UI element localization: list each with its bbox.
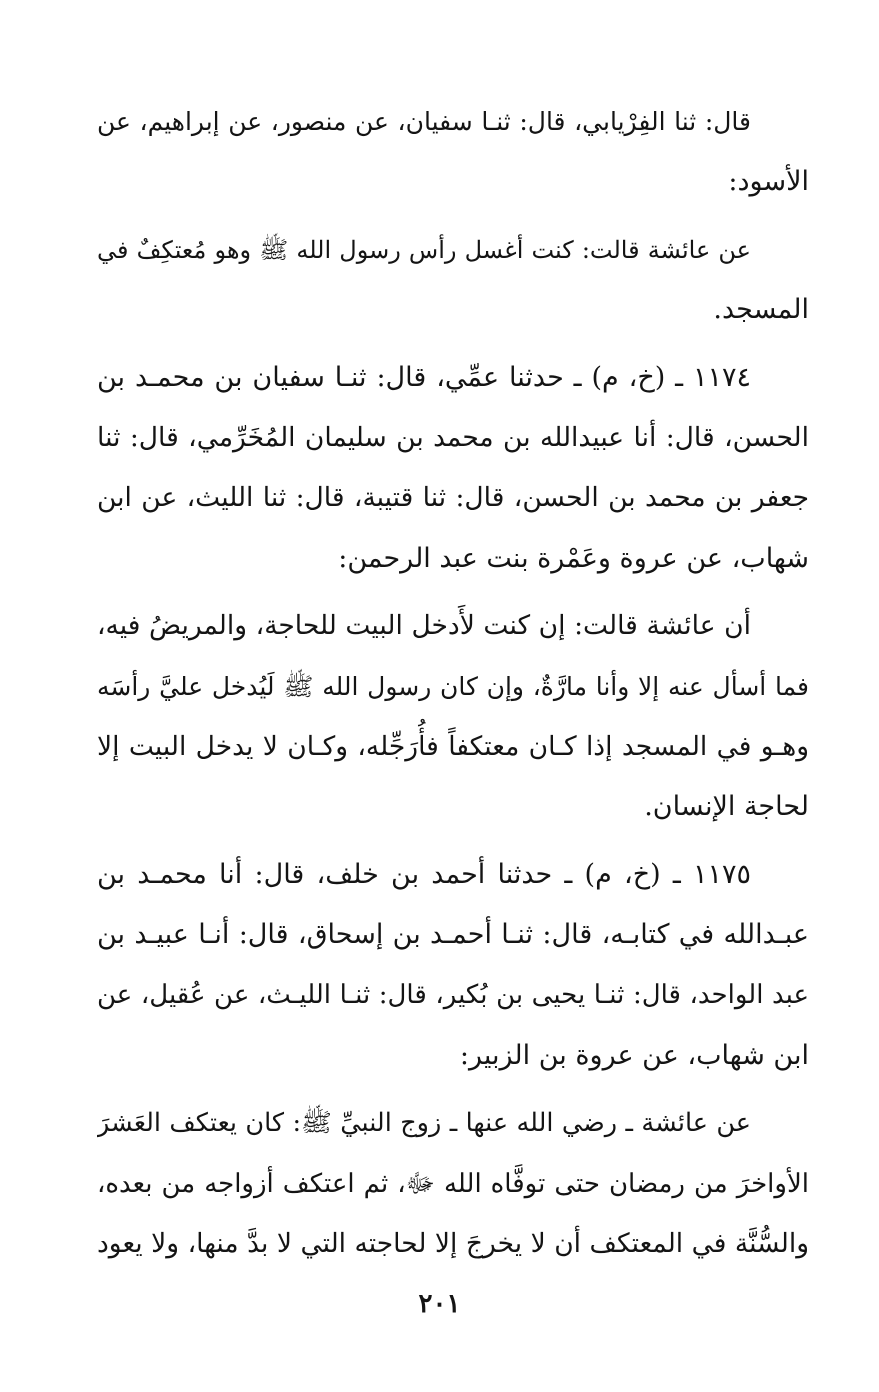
text-line: الأسود: xyxy=(728,166,809,198)
paragraph-isnad-1 xyxy=(97,92,809,213)
text-line: المسجد. xyxy=(713,294,809,326)
text-line: قال: ثنا الفِرْيابي، قال: ثنـا سفيان، عن منصور، عن إبراهيم، عن xyxy=(97,107,751,136)
text-line: والسُّنَّة في المعتكف أن لا يخرجَ إلا لحاجته التي لا بدَّ منها، ولا يعود xyxy=(97,1228,809,1260)
text-line: الحسن، قال: أنا عبيدالله بن محمد بن سليمان المُخَرِّمي، قال: ثنا xyxy=(97,421,809,453)
text-line: وهـو في المسجد إذا كـان معتكفاً فأُرَجِّله، وكـان لا يدخل البيت إلا xyxy=(97,730,809,762)
page-body xyxy=(97,92,809,1274)
text-line: لحاجة الإنسان. xyxy=(644,791,809,823)
text-line: فما أسأل عنه إلا وأنا مارَّةٌ، وإن كان رسول الله ﷺ لَيُدخل عليَّ رأسَه xyxy=(97,671,809,701)
text-line: عبد الواحد، قال: ثنـا يحيى بن بُكير، قال: ثنـا الليـث، عن عُقيل، عن xyxy=(97,980,809,1011)
text-line: عن عائشة ـ رضي الله عنها ـ زوج النبيِّ ﷺ: كان يعتكف العَشرَ xyxy=(97,1108,751,1139)
hadith-1175-matn xyxy=(97,1093,809,1274)
text-line: ١١٧٤ ـ (خ، م) ـ حدثنا عمِّي، قال: ثنـا سفيان بن محمـد بن xyxy=(97,361,751,393)
text-line: الأواخرَ من رمضان حتى توفَّاه الله ﷻ، ثم اعتكف أزواجه من بعده، xyxy=(97,1168,809,1199)
page-number: ٢٠١ xyxy=(418,1289,461,1319)
text-line: أن عائشة قالت: إن كنت لأَدخل البيت للحاجة، والمريضُ فيه، xyxy=(97,610,751,642)
hadith-1175-isnad xyxy=(97,845,809,1087)
text-line: شهاب، عن عروة وعَمْرة بنت عبد الرحمن: xyxy=(338,542,809,574)
text-line: ١١٧٥ ـ (خ، م) ـ حدثنا أحمد بن خلف، قال: أنا محمـد بن xyxy=(97,858,751,890)
paragraph-matn-1 xyxy=(97,220,809,341)
text-line: جعفر بن محمد بن الحسن، قال: ثنا قتيبة، قال: ثنا الليث، عن ابن xyxy=(97,482,809,514)
text-line: عن عائشة قالت: كنت أغسل رأس رسول الله ﷺ وهو مُعتكِفٌ في xyxy=(97,235,751,264)
text-line: عبـدالله في كتابـه، قال: ثنـا أحمـد بن إسحاق، قال: أنـا عبيـد بن xyxy=(97,919,809,951)
text-line: ابن شهاب، عن عروة بن الزبير: xyxy=(459,1039,809,1071)
hadith-1174-matn xyxy=(97,596,809,838)
hadith-1174-isnad xyxy=(97,348,809,590)
